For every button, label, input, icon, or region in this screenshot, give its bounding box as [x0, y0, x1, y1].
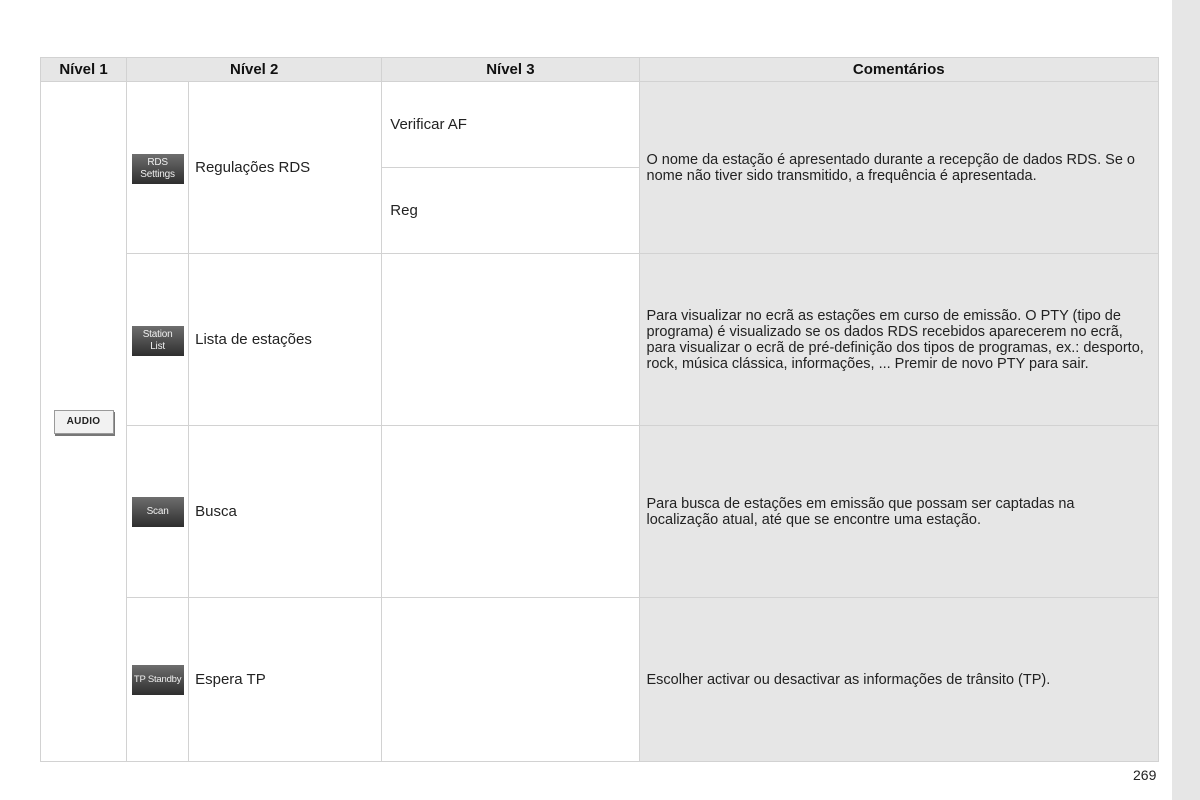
icon-text: Station: [142, 328, 173, 340]
table-row: [41, 598, 1159, 762]
tp-standby-icon: [132, 665, 184, 695]
table-row: [41, 426, 1159, 598]
level1-cell: [41, 82, 127, 762]
level3-verify-af: Verificar AF: [382, 82, 639, 168]
icon-cell: [127, 426, 189, 598]
icon-cell: [127, 254, 189, 426]
header-level3: Nível 3: [382, 58, 639, 82]
level3-empty: [382, 426, 639, 598]
level3-empty: [382, 254, 639, 426]
header-comments: Comentários: [639, 58, 1159, 82]
icon-text: List: [150, 340, 165, 352]
station-list-icon: [132, 326, 184, 356]
audio-button-icon: AUDIO: [54, 410, 114, 434]
level2-scan: Busca: [189, 426, 382, 598]
level3-empty: [382, 598, 639, 762]
header-row: [41, 58, 1159, 82]
menu-table: [40, 57, 1159, 762]
icon-cell: [127, 598, 189, 762]
header-level1: Nível 1: [41, 58, 127, 82]
table-row: [41, 82, 1159, 168]
page-number: 269: [1133, 767, 1157, 783]
icon-text: Scan: [146, 505, 169, 517]
icon-text: Settings: [140, 168, 175, 180]
comment-tp-standby: Escolher activar ou desactivar as informações de trânsito (TP).: [639, 598, 1159, 762]
table-row: [41, 254, 1159, 426]
level3-reg: Reg: [382, 168, 639, 254]
comment-scan: Para busca de estações em emissão que possam ser captadas na localização atual, até que se encontre uma estação.: [639, 426, 1159, 598]
icon-cell: [127, 82, 189, 254]
level2-station-list: Lista de estações: [189, 254, 382, 426]
icon-text: RDS: [147, 156, 168, 168]
icon-text: TP Standby: [133, 673, 182, 685]
scan-icon: [132, 497, 184, 527]
level2-tp-standby: Espera TP: [189, 598, 382, 762]
comment-station-list: Para visualizar no ecrã as estações em curso de emissão. O PTY (tipo de programa) é visualizado se os dados RDS recebidos aparecerem no ecrã, para visualizar o ecrã de pré-definição dos tipos de programas, ex.: desporto, rock, música clássica, informações, ... Premir de novo PTY para sair.: [639, 254, 1159, 426]
comment-rds-settings: O nome da estação é apresentado durante a recepção de dados RDS. Se o nome não tiver sido transmitido, a frequência é apresentada.: [639, 82, 1159, 254]
rds-settings-icon: [132, 154, 184, 184]
header-level2: Nível 2: [127, 58, 382, 82]
page-edge-strip: [1172, 0, 1200, 800]
level2-rds-settings: Regulações RDS: [189, 82, 382, 254]
